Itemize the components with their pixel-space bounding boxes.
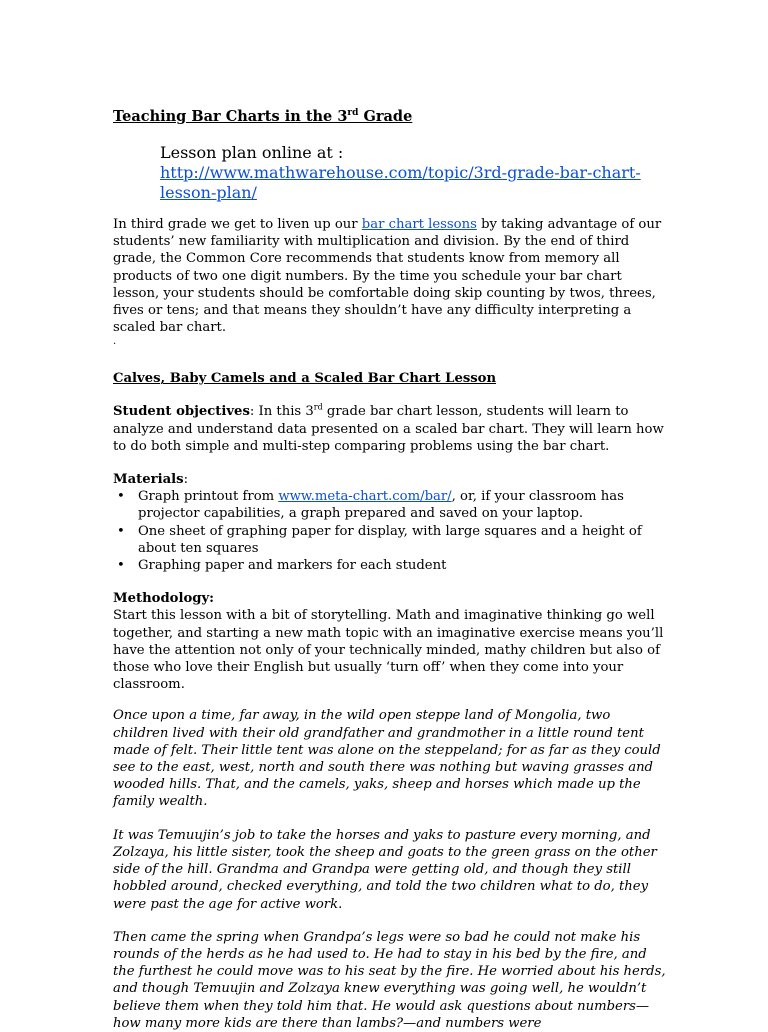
page-title <box>113 107 668 126</box>
materials-heading <box>113 471 668 488</box>
materials-list <box>113 488 668 574</box>
bullet-icon: • <box>117 558 125 574</box>
materials-item-text: Graph printout from <box>138 489 279 505</box>
lesson-plan-link[interactable]: http://www.mathwarehouse.com/topic/3rd-grade-bar-chart-lesson-plan/ <box>160 163 641 202</box>
intro-paragraph <box>113 216 668 336</box>
objectives-intro: : In this 3 <box>249 404 314 420</box>
lesson-plan-prefix: Lesson plan online at : <box>160 143 344 162</box>
meta-chart-link[interactable]: www.meta-chart.com/bar/ <box>278 489 452 505</box>
materials-item-text: Graphing paper and markers for each student <box>138 558 447 574</box>
bullet-icon: • <box>117 489 125 505</box>
objectives-superscript: rd <box>313 403 323 413</box>
story-paragraph-1: Once upon a time, far away, in the wild open steppe land of Mongolia, two children lived with their old grandfather and grandmother in a little round tent made of felt. Their little tent was alone on the steppeland; for as far as they could see to the east, west, north and south there was nothing but waving grasses and wooded hills. That, and the camels, yaks, sheep and horses which made up the family wealth. <box>113 708 661 810</box>
methodology-label: Methodology: <box>113 591 215 607</box>
bullet-icon: • <box>117 523 125 539</box>
objectives-text: grade bar chart lesson, students will learn to analyze and understand data presented on a scaled bar chart. They will learn how to do both simple and multi-step comparing problems using the bar chart. <box>113 404 664 454</box>
materials-label: Materials <box>113 472 184 488</box>
methodology-paragraph: Start this lesson with a bit of storytelling. Math and imaginative thinking go well together, and starting a new math topic with an imaginative exercise means you’ll have the attention not only of your technically minded, mathy children but also of those who love their English but usually ‘turn off’ when they come into your classroom. <box>113 608 664 693</box>
intro-text-post: by taking advantage of our students’ new familiarity with multiplication and division. By the end of third grade, the Common Core recommends that students know from memory all products of two one digit numbers. By the time you schedule your bar chart lesson, your students should be comfortable doing skip counting by twos, threes, fives or tens; and that means they shouldn’t have any difficulty interpreting a scaled bar chart. <box>113 217 662 336</box>
materials-colon: : <box>183 472 189 488</box>
title-text: Teaching Bar Charts in the 3 <box>113 108 348 125</box>
title-tail: Grade <box>358 108 413 125</box>
materials-item-text: One sheet of graphing paper for display, with large squares and a height of about ten squares <box>138 523 642 556</box>
section-heading: Calves, Baby Camels and a Scaled Bar Chart Lesson <box>113 371 497 387</box>
title-superscript: rd <box>347 108 359 119</box>
materials-item-text: , or, if your classroom has projector capabilities, a graph prepared and saved on your laptop. <box>138 489 624 522</box>
objectives-label: Student objectives <box>113 404 250 420</box>
story-paragraph-2: It was Temuujin’s job to take the horses and yaks to pasture every morning, and Zolzaya, his little sister, took the sheep and goats to the green grass on the other side of the hill. Grandma and Grandpa were getting old, and though they still hobbled around, checked everything, and told the two children what to do, they were past the age for active work. <box>113 827 657 912</box>
list-item <box>113 557 668 574</box>
bar-chart-lessons-link[interactable]: bar chart lessons <box>361 217 477 232</box>
list-item <box>113 523 668 557</box>
intro-text-pre: In third grade we get to liven up our <box>113 217 362 232</box>
lesson-plan-line <box>160 143 668 203</box>
objectives-paragraph <box>113 403 668 455</box>
stray-dot: . <box>113 336 117 348</box>
list-item <box>113 488 668 522</box>
story-paragraph-3: Then came the spring when Grandpa’s legs were so bad he could not make his rounds of the herds as he had used to. He had to stay in his bed by the fire, and the furthest he could move was to his seat by the fire. He worried about his herds, and though Temuujin and Zolzaya knew everything was going well, he wouldn’t believe them when they told him that. He would ask questions about numbers—how many more kids are there than lambs?—and numbers were <box>113 929 666 1031</box>
